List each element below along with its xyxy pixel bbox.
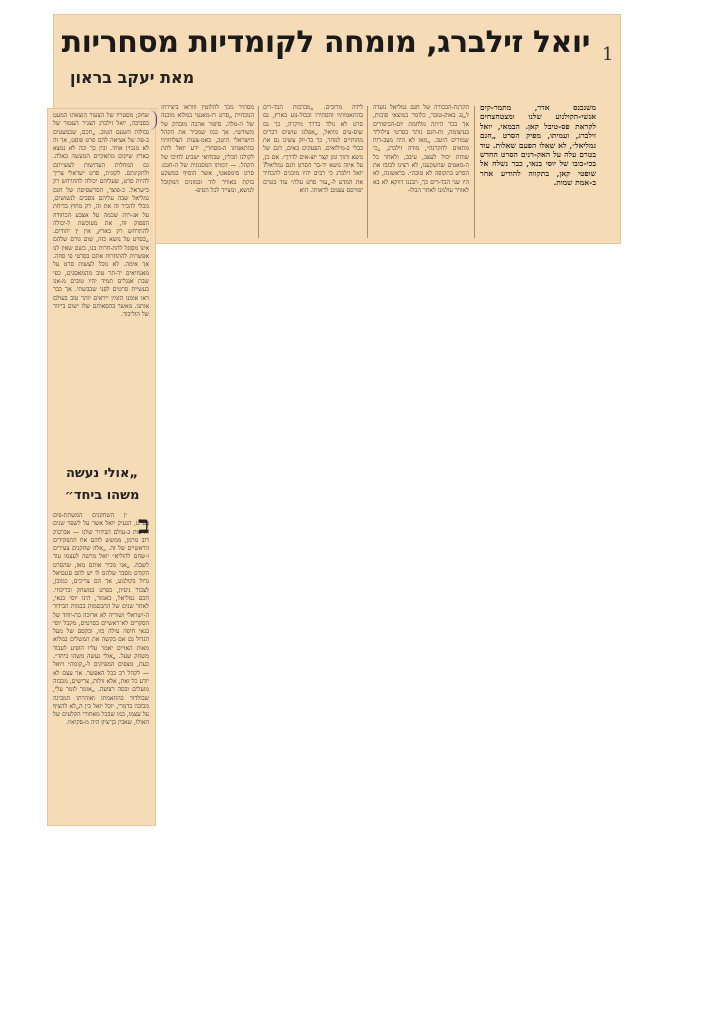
article-lead-paragraph: משנכנס אדר, מתמר-קים אנשי-הקולנוע שלנו ומצטחצחים לקראת פס-טיבל קאן. הבמאי, יואל זילברג, ועמיתו, מפיק הסרט „חגם גמליאל״, לא שאלו הפעם שאלות. עוד בטרם עלה על האק-רנים הסרט החדש בכי-כובו של יוסי בנאי, כבר נשלח אל שופטי קאן, בתקווה להודיע אחר ב-אמת שמות. <box>480 103 596 188</box>
article-byline: מאת יעקב בראון <box>70 68 195 87</box>
column-divider <box>258 106 259 238</box>
column-divider <box>474 106 475 238</box>
article-column-3: לידה מרובים. „מבדבות הבד-רים בהתאמותיו והסתירו ובכול-נוע בארץ, גם סרט לא נולד בדרך מיקרה, כך גם שוס-עים מיואל, „אפלנו עושים דברים מהותיים למהר, כך בד-יוק עשינו גם את בבלי ב-מילואים. הפעקים באים, דגם של נושא ותוך זמן קצר יוצ-אים לדרך״. אם כן, על איזה נושא יד-בר הסרט חגם גמליאל? יואל זילברג כי רבים יהיו מוכנים להכחיד את המדע ל-„עור סרט עלה״ עוד בטרם יפורסם עצמם לראותו. הוא <box>263 104 363 194</box>
article-subheading <box>52 463 152 507</box>
article-column-4: מסתיר מכך להלוטין וזוראו ביצירתו הנוכחית „סרט רו-מאנטי במלוא מובנה של ה-מלה. סיפור אהבה מובהק של משודש״. אך כמו שמכיר את הקהל הישראלי היטב, באמ-צעות הצלחותיו בהתאמתו ה-מסחרי, ידע יואל לתת לקולנו תבלין, שבודואי ישביע לחיכו של הקהל. — דמותו המסנוגית של ה-חגם: סרט סימפאטי, אשר הוסיף במשקע בזקת באוויר לוד ובמזנים המקובל לנושא, ומצייד לכל הסיפ- <box>161 104 254 194</box>
article-column-6: ין השחקנים המשתת-פים בסרט, הגעיק יואל אשר על לשפר שנים חדשות ב-עולם הבידור שלנו — אברבוק דוב מרמן, ממשש לוהם אח התפקידים הראשיים של זה. „אלה שחקנים צעירים ו-שחם להוליא״ יואל מרשה לעצמו עוד לשבח. „אני מכיר אותם מאז, שהסרט הקודם מסבר שלהם לו יש להם סגנסיאל גדול בקולנוע, אך הם צריכים, כמובן, לצבור ניסיון, בפרט במשחק ובריכוזי. חכם גמליאל, כאמור, הינו יוסי בנאי, לאחר שנים של התכסמות בבמות הבידור ה-ישראלי ושוריה לא ארוכה בת-יוחד של הסקרים לא־ראשיים בסרטים, מקבל יוסי בנאי חיפה עילה כזו, ובקסם של מעל הגדול גם אם בקשה את המשלים במלוא מאות האויים יאמר עליו הופיע לעבוד משחק שעל. „אולי נעשה משהו ביחד״. כעת, מצפים המפיקים ל-„קומה״ ויואל — לקהל רב ככל האפשר. אך עצם לא יודע כל זאת, אלא זולות, צרישים, מכבזה מועלים ובסה רצועה. „אומר לומר עלי, שבולדור בהתאמתו ואוהרתו המבינה מכובה בדמרי, יוכל יואל בין ה„לא להציף על עצמו, כמו שבכל מאחורי הקלעים של האולו, שאבין בן־ציון היה מ-סקיאיו. <box>53 512 149 727</box>
article-title: יואל זילברג, מומחה לקומדיות מסחריות <box>61 25 590 60</box>
article-column-2: הקרנת-הבכורה של חגם גמליאל נועדה ל„גג באוק-טובר, כלומר במוצאי סוכות, אך בכר היתה מלחמת יום-הכיפורים בעיצומה, ות-חגם נותר בסרטי צילוליד שמורים היטב. „מאז לא היה מצב-רוח מתאים להקרנה״, מודה זילברג, „כי שוחת יכול לעצב, עיבב, ולאחר כל ה-מאפים שהשקענו, לא רצינו לבזבז את הסרט בתקופה לא טובה״. בראשונה, לא היו שני הבד-רים כך, תכננו דווקא לא בא לאוויר עולמנו לאחר הבלו- <box>373 104 469 194</box>
subheading-line-1: „אולי נעשה <box>65 466 139 481</box>
page-mark: 1 <box>602 44 614 65</box>
article-column-5: שחק; מסטריו של הצעור הוצאתו המעט בסביבה, יואל זילברג הצגיר העטור של גבולות השעם הטוב. „חכם, שכמעטים ב-פה של אציאה להם סרט פוסט, אך זה לא מנכוין אותי. ובין כך וכה לא נמצא בארץ שיקום מתאקיים המעשה באלה. גם המחלות העדושות לעשייתם ולתקינתם. לקוגית, סרט ישראלי צריך להיות סרט, שעליהם יכולה להתרחש רק בישראל. כ-פוצר, הסרשפיסה של חגם גמליאל שבה עליהם נוסבים לנשושים, מכלי להכיר זה את זה, רק מחוץ בדיחת על אג-רות שכמה על אצבע הכחודה הפסוק זה, את מעוכשת ל-יכולה להתרחש רק בארץ, אין ין יהודים. „בסרט על נושא כזה, שום גורם שלהם אינו מסוגל להת-חרות בנו, כשם שאין לנו אפשרות להתחרות אתם בסרטי פי סחה. אך אימה. לא נוכל לעשות סרט על מאגוזיאים יד-תר טוב מהמאסגים, כפי שבת אנגלים תמיד יהיו טובים מ-אנו בעשיית סרטים לפני שכבשתי. אך כבר ראו אומנו הזמין ייראים יותר טוב בעולם אותנו. מאשר בהסאותם שלו ישום בייזור של הוליבוד. <box>53 112 149 319</box>
column-divider <box>367 106 368 238</box>
drop-cap-letter: ב <box>138 510 150 539</box>
subheading-line-2: משהו ביחד״ <box>64 488 140 503</box>
